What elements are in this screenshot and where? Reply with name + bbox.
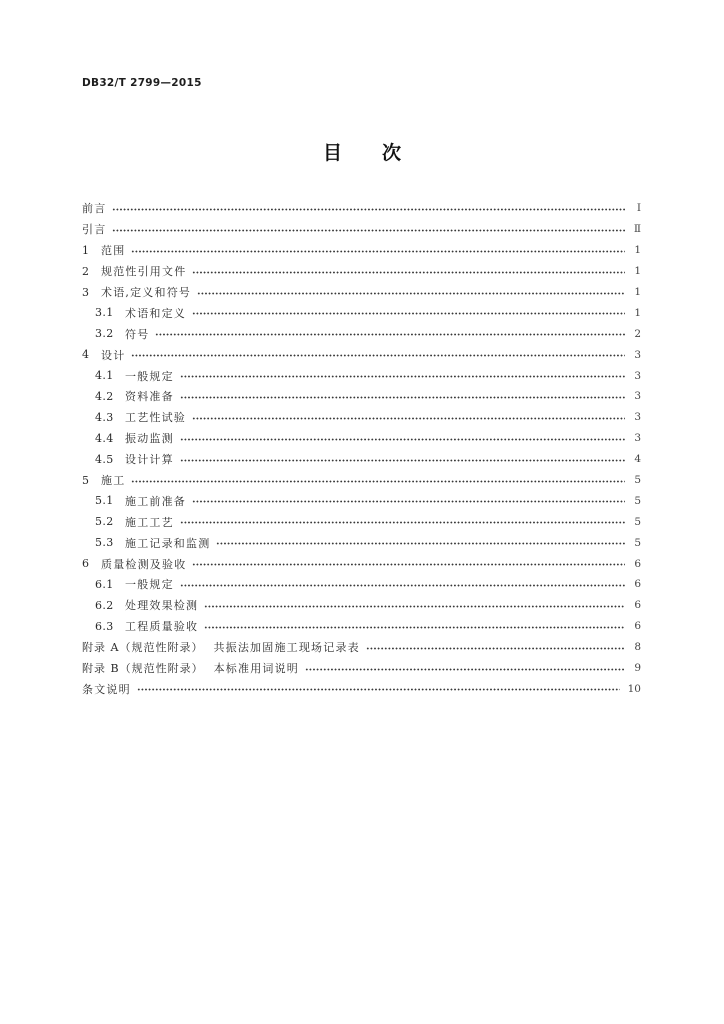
toc-dot-leader [137,688,620,691]
toc-entry-title: 施工记录和监测 [125,536,211,550]
toc-dot-leader [366,647,625,650]
toc-entry-title: 本标准用词说明 [213,662,299,676]
toc-dot-leader [131,250,625,253]
toc-dot-leader [192,417,625,420]
toc-entry-title: 符号 [125,327,150,341]
toc-dot-leader [204,626,625,629]
toc-dot-leader [180,521,625,524]
toc-entry-number: 5.3 [95,536,114,550]
toc-page-number: 6 [634,620,641,633]
toc-entry [82,490,641,511]
toc-entry [82,595,641,616]
toc-entry [82,407,641,428]
toc-entry [82,428,641,449]
toc-page-number: 6 [634,599,641,612]
toc-page-number: 9 [634,662,641,675]
toc-entry-title: 振动监测 [125,432,174,446]
toc-entry [82,553,641,574]
toc-page-number: 5 [634,474,641,487]
toc-entry-number: 6 [82,557,90,571]
toc-entry-title: 施工 [101,474,126,488]
toc-entry [82,282,641,303]
toc-entry-number: 4 [82,348,90,362]
toc-entry [82,658,641,679]
toc-entry-title: 设计计算 [125,453,174,467]
toc-dot-leader [305,668,625,671]
toc-entry-title: 施工前准备 [125,494,186,508]
toc-dot-leader [112,229,625,232]
toc-entry-title: 工程质量验收 [125,620,199,634]
toc-dot-leader [204,605,625,608]
document-code: DB32/T 2799—2015 [82,77,202,89]
toc-page-number: Ⅱ [633,223,641,236]
toc-entry-number: 4.5 [95,452,114,466]
toc-page-number: 1 [634,306,641,319]
toc-entry-title: 设计 [101,348,126,362]
toc-entry [82,678,641,699]
toc-dot-leader [192,271,625,274]
toc-dot-leader [112,208,625,211]
toc-entry-number: 2 [82,264,90,278]
toc-page-number: 3 [634,348,641,361]
toc-entry [82,511,641,532]
toc-entry-title: 前言 [82,202,107,216]
toc-entry [82,470,641,491]
toc-entry-number: 附录 B（规范性附录） [82,662,204,676]
table-of-contents [82,198,641,699]
toc-entry [82,574,641,595]
toc-entry-title: 引言 [82,223,107,237]
toc-entry-number: 3.2 [95,327,114,341]
toc-page-number: 5 [634,494,641,507]
toc-entry [82,637,641,658]
toc-dot-leader [131,354,625,357]
toc-entry [82,240,641,261]
toc-page-number: 5 [634,536,641,549]
toc-entry-title: 共振法加固施工现场记录表 [213,641,360,655]
toc-page-number: 3 [634,390,641,403]
toc-dot-leader [180,584,625,587]
toc-entry-title: 条文说明 [82,682,131,696]
toc-entry-title: 一般规定 [125,578,174,592]
toc-dot-leader [192,500,625,503]
toc-entry-number: 4.3 [95,410,114,424]
toc-entry-number: 3.1 [95,306,114,320]
toc-dot-leader [180,375,625,378]
toc-page-number: 1 [634,265,641,278]
toc-entry [82,616,641,637]
toc-entry-title: 处理效果检测 [125,599,199,613]
toc-dot-leader [131,480,625,483]
page-title: 目次 [322,142,441,164]
toc-entry-number: 4.4 [95,431,114,445]
toc-entry-number: 6.1 [95,577,114,591]
toc-entry-number: 附录 A（规范性附录） [82,641,204,655]
toc-entry-title: 术语,定义和符号 [101,286,192,299]
toc-page-number: 3 [634,432,641,445]
toc-page-number: 8 [634,641,641,654]
toc-entry [82,323,641,344]
toc-dot-leader [180,396,625,399]
toc-entry-number: 5.1 [95,494,114,508]
toc-dot-leader [155,333,625,336]
toc-entry-title: 一般规定 [125,369,174,383]
toc-entry-number: 6.2 [95,598,114,612]
toc-entry-title: 施工工艺 [125,515,174,529]
toc-page-number: 5 [634,515,641,528]
toc-entry [82,386,641,407]
toc-entry [82,365,641,386]
toc-dot-leader [197,292,625,295]
toc-entry-number: 1 [82,243,90,257]
toc-entry-title: 规范性引用文件 [101,265,187,279]
toc-entry-number: 3 [82,285,90,299]
toc-entry-title: 质量检测及验收 [101,557,187,571]
toc-entry [82,344,641,365]
toc-dot-leader [192,312,625,315]
toc-page-number: 6 [634,557,641,570]
toc-page-number: Ⅰ [636,202,641,215]
toc-entry [82,532,641,553]
toc-dot-leader [216,542,625,545]
toc-entry-number: 5.2 [95,515,114,529]
toc-page-number: 1 [634,286,641,298]
toc-entry-title: 工艺性试验 [125,411,186,425]
toc-page-number: 10 [627,682,641,695]
toc-entry-title: 范围 [101,244,126,258]
toc-entry-number: 4.2 [95,389,114,403]
toc-entry [82,261,641,282]
toc-entry-title: 资料准备 [125,390,174,404]
toc-entry-title: 术语和定义 [125,306,186,320]
toc-entry [82,198,641,219]
toc-page-number: 4 [634,453,641,466]
toc-page-number: 1 [634,244,641,257]
toc-entry [82,449,641,470]
toc-dot-leader [192,563,625,566]
toc-page-number: 3 [634,411,641,424]
toc-entry-number: 6.3 [95,619,114,633]
toc-entry-number: 4.1 [95,369,114,383]
toc-dot-leader [180,438,625,441]
toc-entry-number: 5 [82,473,90,487]
toc-page-number: 2 [634,327,641,340]
toc-dot-leader [180,459,625,462]
toc-page-number: 6 [634,578,641,591]
toc-entry [82,302,641,323]
toc-entry [82,219,641,240]
toc-page-number: 3 [634,369,641,382]
